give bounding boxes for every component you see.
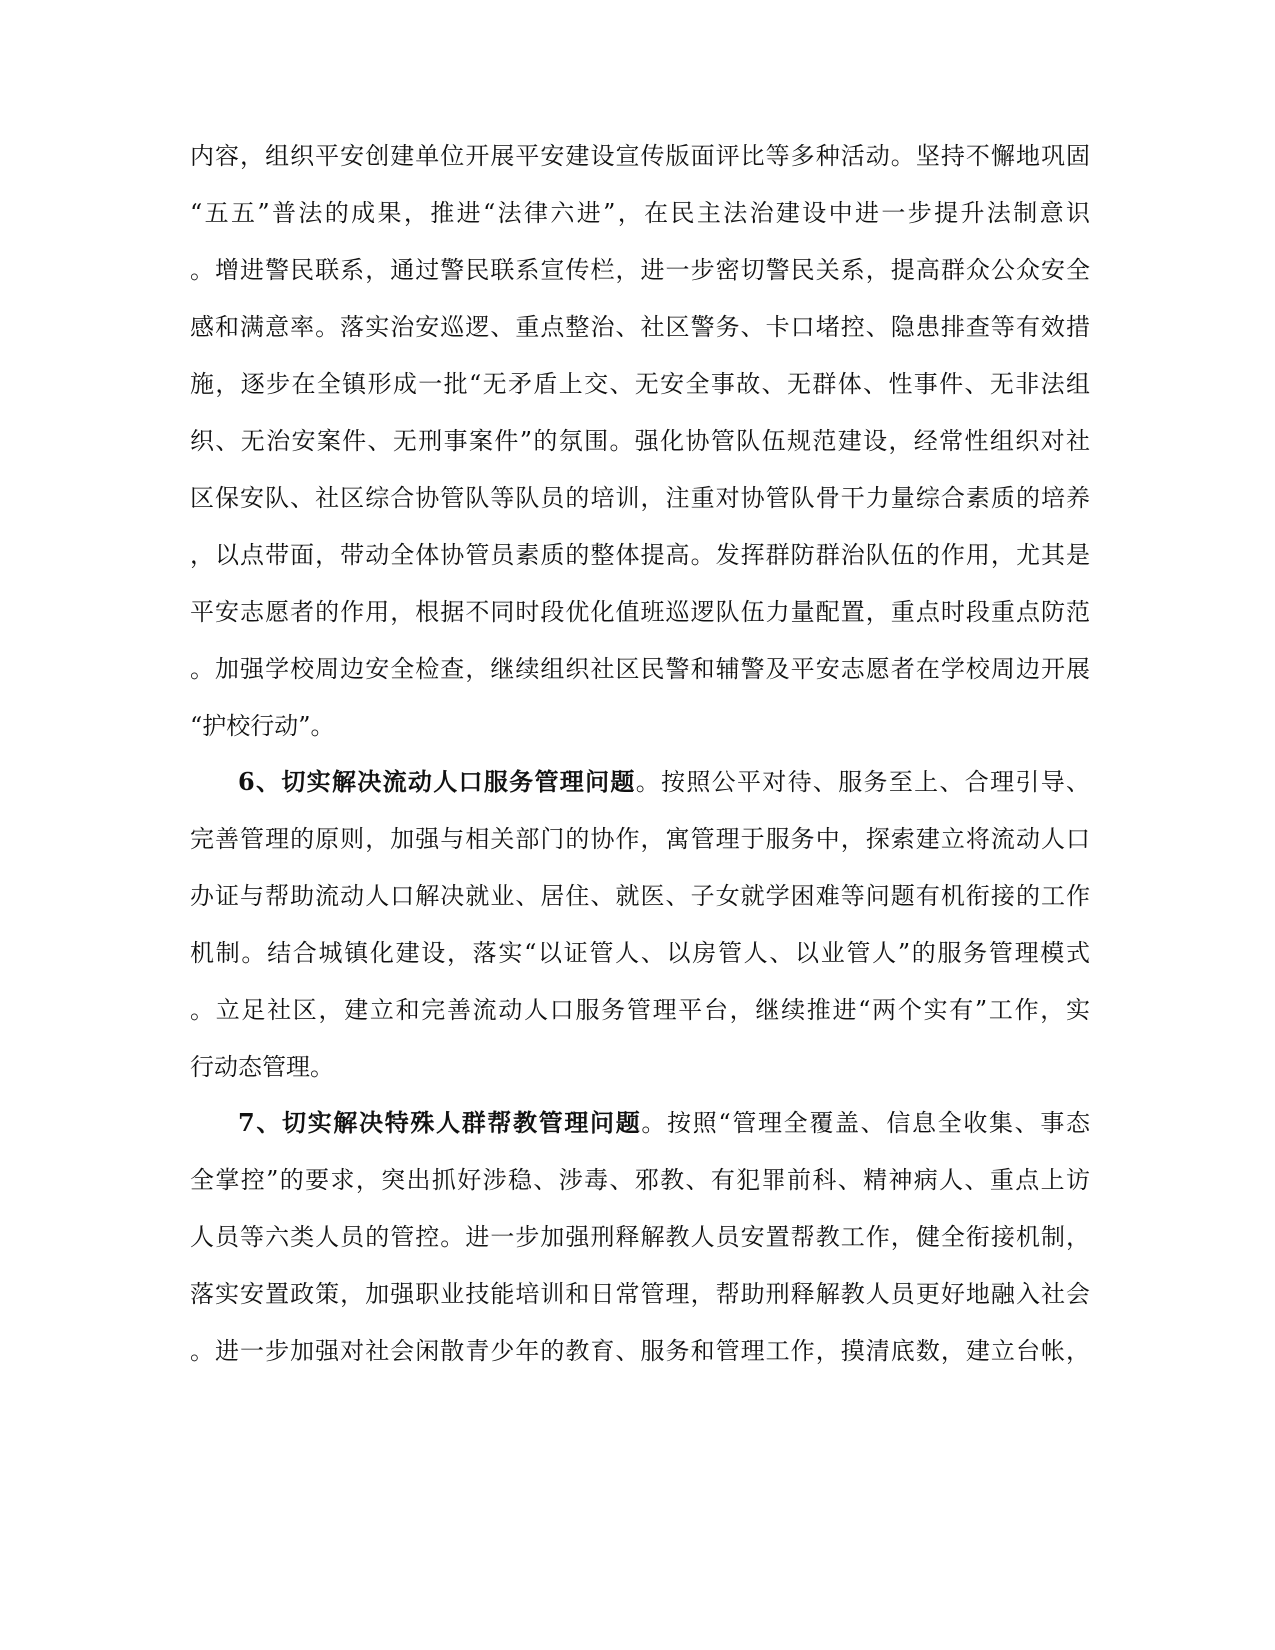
body-line: 平安志愿者的作用，根据不同时段优化值班巡逻队伍力量配置，重点时段重点防范 — [190, 598, 1090, 626]
section-text: 。按照公平对待、服务至上、合理引导、 — [635, 768, 1091, 796]
section-heading: 6、切实解决流动人口服务管理问题 — [238, 767, 636, 796]
body-line: 。立足社区，建立和完善流动人口服务管理平台，继续推进“两个实有”工作，实 — [190, 996, 1090, 1024]
body-line: 施，逐步在全镇形成一批“无矛盾上交、无安全事故、无群体、性事件、无非法组 — [190, 370, 1090, 398]
body-line: 人员等六类人员的管控。进一步加强刑释解教人员安置帮教工作，健全衔接机制， — [190, 1223, 1090, 1251]
body-line: 。增进警民联系，通过警民联系宣传栏，进一步密切警民关系，提高群众公众安全 — [190, 256, 1090, 284]
body-line: ，以点带面，带动全体协管员素质的整体提高。发挥群防群治队伍的作用，尤其是 — [190, 541, 1090, 569]
body-line: “护校行动”。 — [190, 712, 335, 740]
section-heading: 7、切实解决特殊人群帮教管理问题 — [238, 1108, 642, 1137]
section-7-line — [238, 1108, 1090, 1138]
body-line: 落实安置政策，加强职业技能培训和日常管理，帮助刑释解教人员更好地融入社会 — [190, 1280, 1090, 1308]
section-6-line — [238, 767, 1090, 797]
body-line: 完善管理的原则，加强与相关部门的协作，寓管理于服务中，探索建立将流动人口 — [190, 825, 1090, 853]
body-line: 区保安队、社区综合协管队等队员的培训，注重对协管队骨干力量综合素质的培养 — [190, 484, 1090, 512]
body-line: 办证与帮助流动人口解决就业、居住、就医、子女就学困难等问题有机衔接的工作 — [190, 882, 1090, 910]
body-line: 感和满意率。落实治安巡逻、重点整治、社区警务、卡口堵控、隐患排查等有效措 — [190, 313, 1090, 341]
body-line: 机制。结合城镇化建设，落实“以证管人、以房管人、以业管人”的服务管理模式 — [190, 939, 1090, 967]
body-line: 。进一步加强对社会闲散青少年的教育、服务和管理工作，摸清底数，建立台帐， — [190, 1337, 1090, 1365]
body-line: 织、无治安案件、无刑事案件”的氛围。强化协管队伍规范建设，经常性组织对社 — [190, 427, 1090, 455]
body-line: 。加强学校周边安全检查，继续组织社区民警和辅警及平安志愿者在学校周边开展 — [190, 655, 1090, 683]
body-line: “五五”普法的成果，推进“法律六进”，在民主法治建设中进一步提升法制意识 — [190, 199, 1090, 227]
body-line: 内容，组织平安创建单位开展平安建设宣传版面评比等多种活动。坚持不懈地巩固 — [190, 142, 1090, 170]
section-text: 。按照“管理全覆盖、信息全收集、事态 — [641, 1109, 1090, 1137]
body-line: 行动态管理。 — [190, 1053, 334, 1081]
body-line: 全掌控”的要求，突出抓好涉稳、涉毒、邪教、有犯罪前科、精神病人、重点上访 — [190, 1166, 1090, 1194]
